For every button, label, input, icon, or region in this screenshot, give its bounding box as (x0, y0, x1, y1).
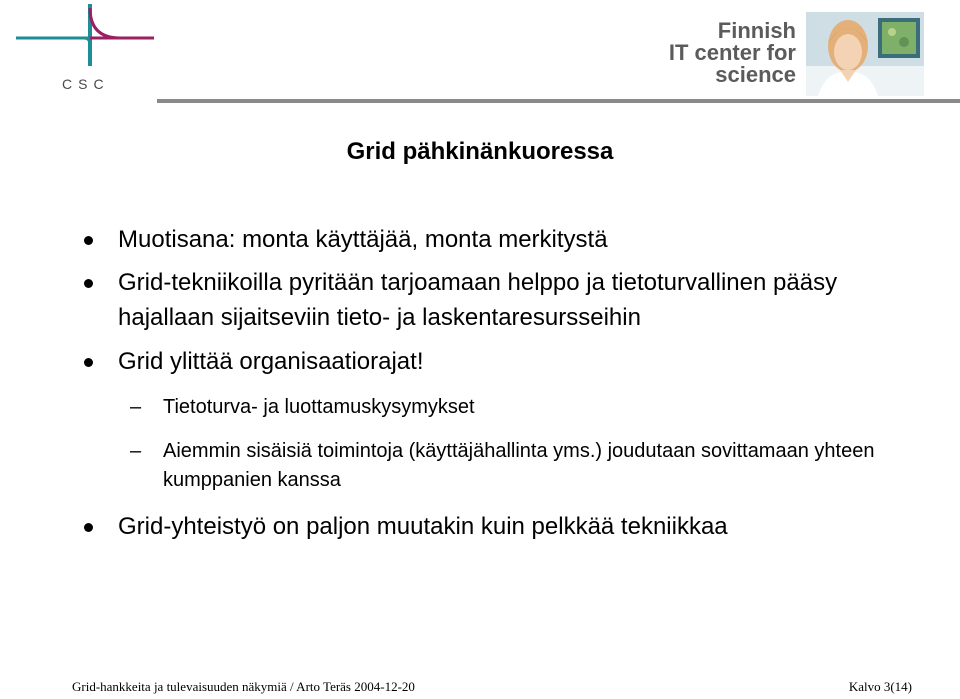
dash-icon: – (130, 396, 142, 418)
sub-bullet-item: Aiemmin sisäisiä toimintoja (käyttäjähallinta yms.) joudutaan sovittamaan yhteen kumppanien kanssa (163, 440, 875, 491)
bullet-icon (84, 523, 93, 532)
dash-icon: – (130, 440, 142, 462)
slide-header (0, 0, 960, 104)
organization-name-line: science (715, 62, 796, 87)
sub-bullet-item: Tietoturva- ja luottamuskysymykset (163, 396, 475, 418)
csc-logo-text: CSC (62, 76, 110, 92)
organization-name (636, 20, 796, 86)
scientist-photo (806, 12, 924, 96)
bullet-item: Grid-yhteistyö on paljon muutakin kuin pelkkää tekniikkaa (118, 513, 728, 540)
organization-name-line: IT center for (668, 40, 796, 65)
header-divider (157, 99, 960, 103)
slide-title: Grid pähkinänkuoressa (346, 138, 614, 165)
bullet-icon (84, 358, 93, 367)
footer-caption: Grid-hankkeita ja tulevaisuuden näkymiä / Arto Teräs 2004-12-20 (72, 679, 415, 694)
slide-number: Kalvo 3(14) (848, 679, 912, 694)
bullet-icon (84, 236, 93, 245)
bullet-item: Grid ylittää organisaatiorajat! (118, 348, 424, 375)
bullet-item: Grid-tekniikoilla pyritään tarjoamaan helppo ja tietoturvallinen pääsy hajallaan sijaitseviin tieto- ja laskentaresursseihin (118, 269, 838, 331)
bullet-item: Muotisana: monta käyttäjää, monta merkitystä (118, 226, 608, 253)
organization-name-line: Finnish (717, 18, 796, 43)
bullet-icon (84, 279, 93, 288)
